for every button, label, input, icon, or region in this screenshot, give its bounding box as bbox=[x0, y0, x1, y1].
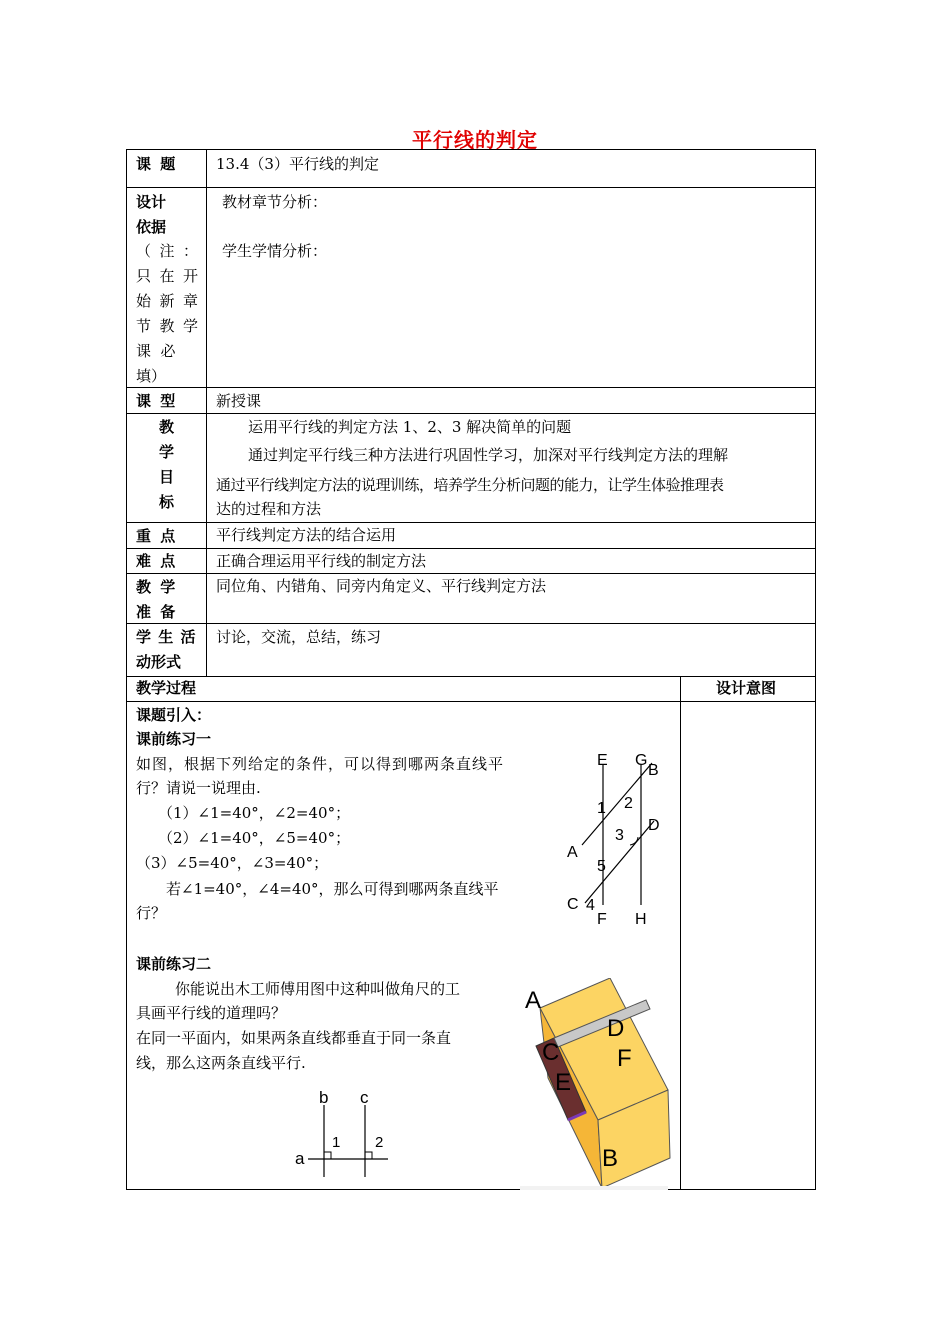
basis-note-2: 只在开 bbox=[136, 267, 198, 285]
exercise1-condition-3: （3）∠5=40°，∠3=40°； bbox=[136, 854, 329, 872]
label-n1: 1 bbox=[332, 1134, 341, 1151]
label-n4: 4 bbox=[586, 897, 595, 914]
intent-header: 设计意图 bbox=[716, 679, 777, 697]
label-n5: 5 bbox=[597, 858, 606, 875]
activity-label-1: 学 生 活 bbox=[136, 628, 197, 646]
exercise1-question-line2: 行？请说一说理由. bbox=[136, 779, 261, 797]
label-F: F bbox=[617, 1045, 632, 1072]
key-label: 重 点 bbox=[136, 527, 178, 545]
basis-note-3: 始新章 bbox=[136, 292, 198, 310]
label-E: E bbox=[555, 1069, 572, 1096]
goal-2: 通过判定平行线三种方法进行巩固性学习，加深对平行线判定方法的理解 bbox=[248, 446, 729, 464]
label-G: G bbox=[635, 752, 648, 769]
exercise2-answer-line1: 在同一平面内，如果两条直线都垂直于同一条直 bbox=[136, 1029, 452, 1047]
exercise2-question-line2: 具画平行线的道理吗？ bbox=[136, 1004, 287, 1022]
exercise2-question-line1: 你能说出木工师傅用图中这种叫做角尺的工 bbox=[175, 980, 461, 998]
label-C: C bbox=[542, 1039, 560, 1066]
document-title: 平行线的判定 bbox=[412, 128, 538, 152]
exercise1-question-line1: 如图，根据下列给定的条件，可以得到哪两条直线平 bbox=[136, 755, 505, 773]
label-E: E bbox=[597, 752, 608, 769]
goal-3a: 通过平行线判定方法的说理训练，培养学生分析问题的能力，让学生体验推理表 bbox=[216, 476, 724, 494]
label-n2: 2 bbox=[375, 1134, 384, 1151]
topic-value: 13.4（3）平行线的判定 bbox=[216, 155, 379, 173]
activity-value: 讨论，交流，总结，练习 bbox=[216, 628, 382, 646]
basis-student-analysis: 学生学情分析： bbox=[222, 242, 328, 260]
goal-label-4: 标 bbox=[159, 493, 175, 511]
key-value: 平行线判定方法的结合运用 bbox=[216, 526, 397, 544]
process-header: 教学过程 bbox=[136, 679, 197, 697]
right-angle-mark-1 bbox=[324, 1152, 331, 1159]
goal-label-1: 教 bbox=[159, 418, 175, 436]
label-n1: 1 bbox=[597, 800, 606, 817]
label-B: B bbox=[602, 1145, 619, 1172]
label-C: C bbox=[567, 896, 579, 913]
goal-1: 运用平行线的判定方法 1、2、3 解决简单的问题 bbox=[248, 418, 572, 436]
exercise2-answer-line2: 线，那么这两条直线平行. bbox=[136, 1054, 306, 1072]
basis-label-2: 依据 bbox=[136, 218, 167, 236]
basis-note-4: 节教学 bbox=[136, 317, 198, 335]
label-H: H bbox=[635, 911, 647, 928]
basis-note-5: 课 必 bbox=[136, 342, 176, 360]
prep-value: 同位角、内错角、同旁内角定义、平行线判定方法 bbox=[216, 577, 547, 595]
basis-label-1: 设计 bbox=[136, 193, 167, 211]
label-F: F bbox=[597, 911, 607, 928]
prep-label-1: 教 学 bbox=[136, 578, 178, 596]
basis-textbook-analysis: 教材章节分析： bbox=[222, 193, 328, 211]
type-value: 新授课 bbox=[216, 392, 262, 410]
intro-heading: 课题引入： bbox=[136, 706, 212, 724]
goal-label-3: 目 bbox=[159, 468, 175, 486]
right-angle-mark-2 bbox=[365, 1152, 372, 1159]
topic-label: 课 题 bbox=[136, 155, 178, 173]
label-D: D bbox=[607, 1015, 625, 1042]
label-A: A bbox=[525, 987, 542, 1014]
exercise1-condition-1: （1）∠1=40°，∠2=40°； bbox=[158, 804, 351, 822]
basis-note-6: 填） bbox=[136, 367, 167, 385]
exercise1-condition-2: （2）∠1=40°，∠5=40°； bbox=[158, 829, 351, 847]
label-c: c bbox=[360, 1088, 369, 1107]
basis-note-1: （注： bbox=[136, 242, 198, 260]
parallel-lines-figure bbox=[560, 745, 675, 930]
label-a: a bbox=[295, 1149, 305, 1168]
exercise1-question-line4: 行？ bbox=[136, 904, 167, 922]
difficulty-label: 难 点 bbox=[136, 552, 178, 570]
perpendicular-lines-figure bbox=[290, 1085, 400, 1180]
difficulty-value: 正确合理运用平行线的制定方法 bbox=[216, 552, 427, 570]
label-b: b bbox=[319, 1088, 329, 1107]
label-A: A bbox=[567, 844, 578, 861]
label-n3: 3 bbox=[615, 827, 624, 844]
goal-label-2: 学 bbox=[159, 443, 175, 461]
goal-3b: 达的过程和方法 bbox=[216, 500, 322, 518]
exercise1-question-line3: 若∠1=40°，∠4=40°，那么可得到哪两条直线平 bbox=[166, 880, 499, 898]
angle-3-arc bbox=[630, 837, 638, 845]
carpenter-square-figure bbox=[520, 978, 680, 1190]
type-label: 课 型 bbox=[136, 392, 178, 410]
exercise1-title: 课前练习一 bbox=[136, 730, 212, 748]
label-D: D bbox=[648, 817, 660, 834]
exercise2-title: 课前练习二 bbox=[136, 955, 212, 973]
prep-label-2: 准 备 bbox=[136, 603, 178, 621]
figure-bottom-edge bbox=[520, 1186, 668, 1190]
label-B: B bbox=[648, 762, 659, 779]
label-n2: 2 bbox=[624, 795, 633, 812]
activity-label-2: 动形式 bbox=[136, 653, 182, 671]
process-col-divider bbox=[680, 676, 681, 1190]
